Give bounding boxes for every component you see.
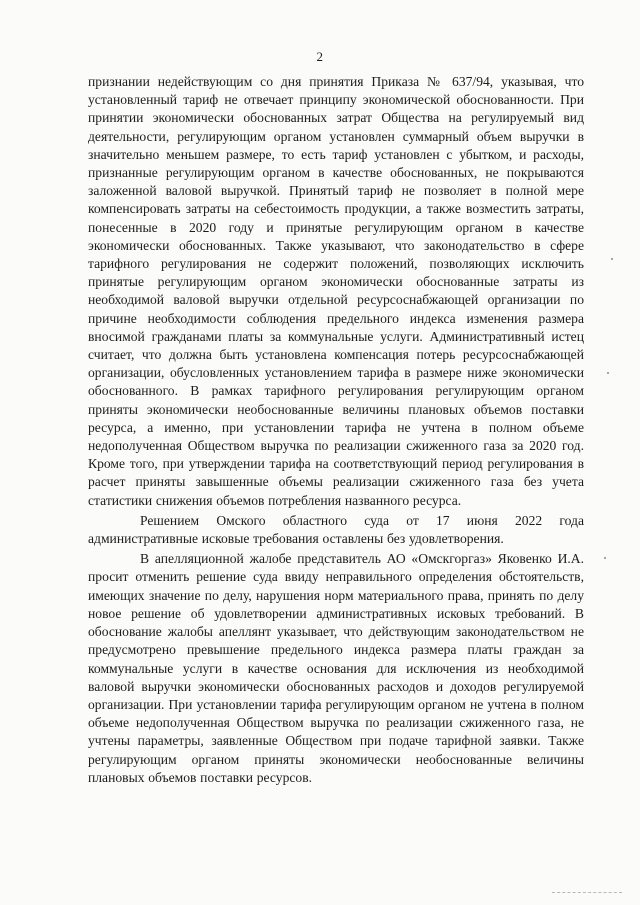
scan-speck <box>604 557 606 559</box>
paragraph-plaintiff-argument: признании недействующим со дня принятия Приказа № 637/94, указывая, что установленный тариф не отвечает принципу экономической обоснованности. При принятии экономически обоснованных затрат Общества на регулируемый вид деятельности, регулирующим органом установлен суммарный объем выручки в значительно меньшем размере, то есть тариф установлен с убытком, и расходы, признанные регулирующим органом в качестве обоснованных, не покрываются заложенной валовой выручкой. Принятый тариф не позволяет в полной мере компенсировать затраты на себестоимость продукции, а также возместить затраты, понесенные в 2020 году и принятые регулирующим органом в качестве экономически обоснованных. Также указывают, что законодательство в сфере тарифного регулирования не содержит положений, позволяющих исключить принятые регулирующим органом экономически обоснованные затраты из необходимой валовой выручки отдельной ресурсоснабжающей организации по причине необходимости соблюдения предельного индекса изменения размера вносимой гражданами платы за коммунальные услуги. Административный истец считает, что должна быть установлена компенсация потерь ресурсоснабжающей организации, обусловленных установлением тарифа в размере ниже экономически обоснованного. В рамках тарифного регулирования регулирующим органом приняты экономически необоснованные величины плановых объемов поставки ресурса, а именно, при установлении тарифа не учтена в полном объеме недополученная Обществом выручка по реализации сжиженного газа за 2020 год. Кроме того, при утверждении тарифа на соответствующий период регулирования в расчет приняты завышенные объемы реализации сжиженного газа без учета статистики снижения объемов потребления названного ресурса. <box>88 74 584 508</box>
paragraph-appeal: В апелляционной жалобе представитель АО «Омскгоргаз» Яковенко И.А. просит отменить решение суда ввиду неправильного определения обстоятельств, имеющих значение по делу, нарушения норм материального права, принять по делу новое решение об удовлетворении административных исковых требований. В обоснование жалобы апеллянт указывает, что действующим законодательством не предусмотрено превышение предельного индекса размера платы граждан за коммунальные услуги в качестве основания для исключения из необходимой валовой выручки экономически обоснованных расходов и доходов регулируемой организации. При установлении тарифа регулирующим органом не учтена в полном объеме недополученная Обществом выручка по реализации сжиженного газа, не учтены параметры, заявленные Обществом при подаче тарифной заявки. Также регулирующим органом приняты экономически необоснованные величины плановых объемов поставки ресурсов. <box>88 551 584 785</box>
scan-speck <box>607 372 609 374</box>
page-number: 2 <box>316 49 324 64</box>
scan-speck <box>611 258 613 260</box>
scan-edge-mark <box>552 890 622 893</box>
paragraph-court-decision: Решением Омского областного суда от 17 июня 2022 года административные исковые требования оставлены без удовлетворения. <box>88 512 584 547</box>
document-body <box>88 73 584 787</box>
